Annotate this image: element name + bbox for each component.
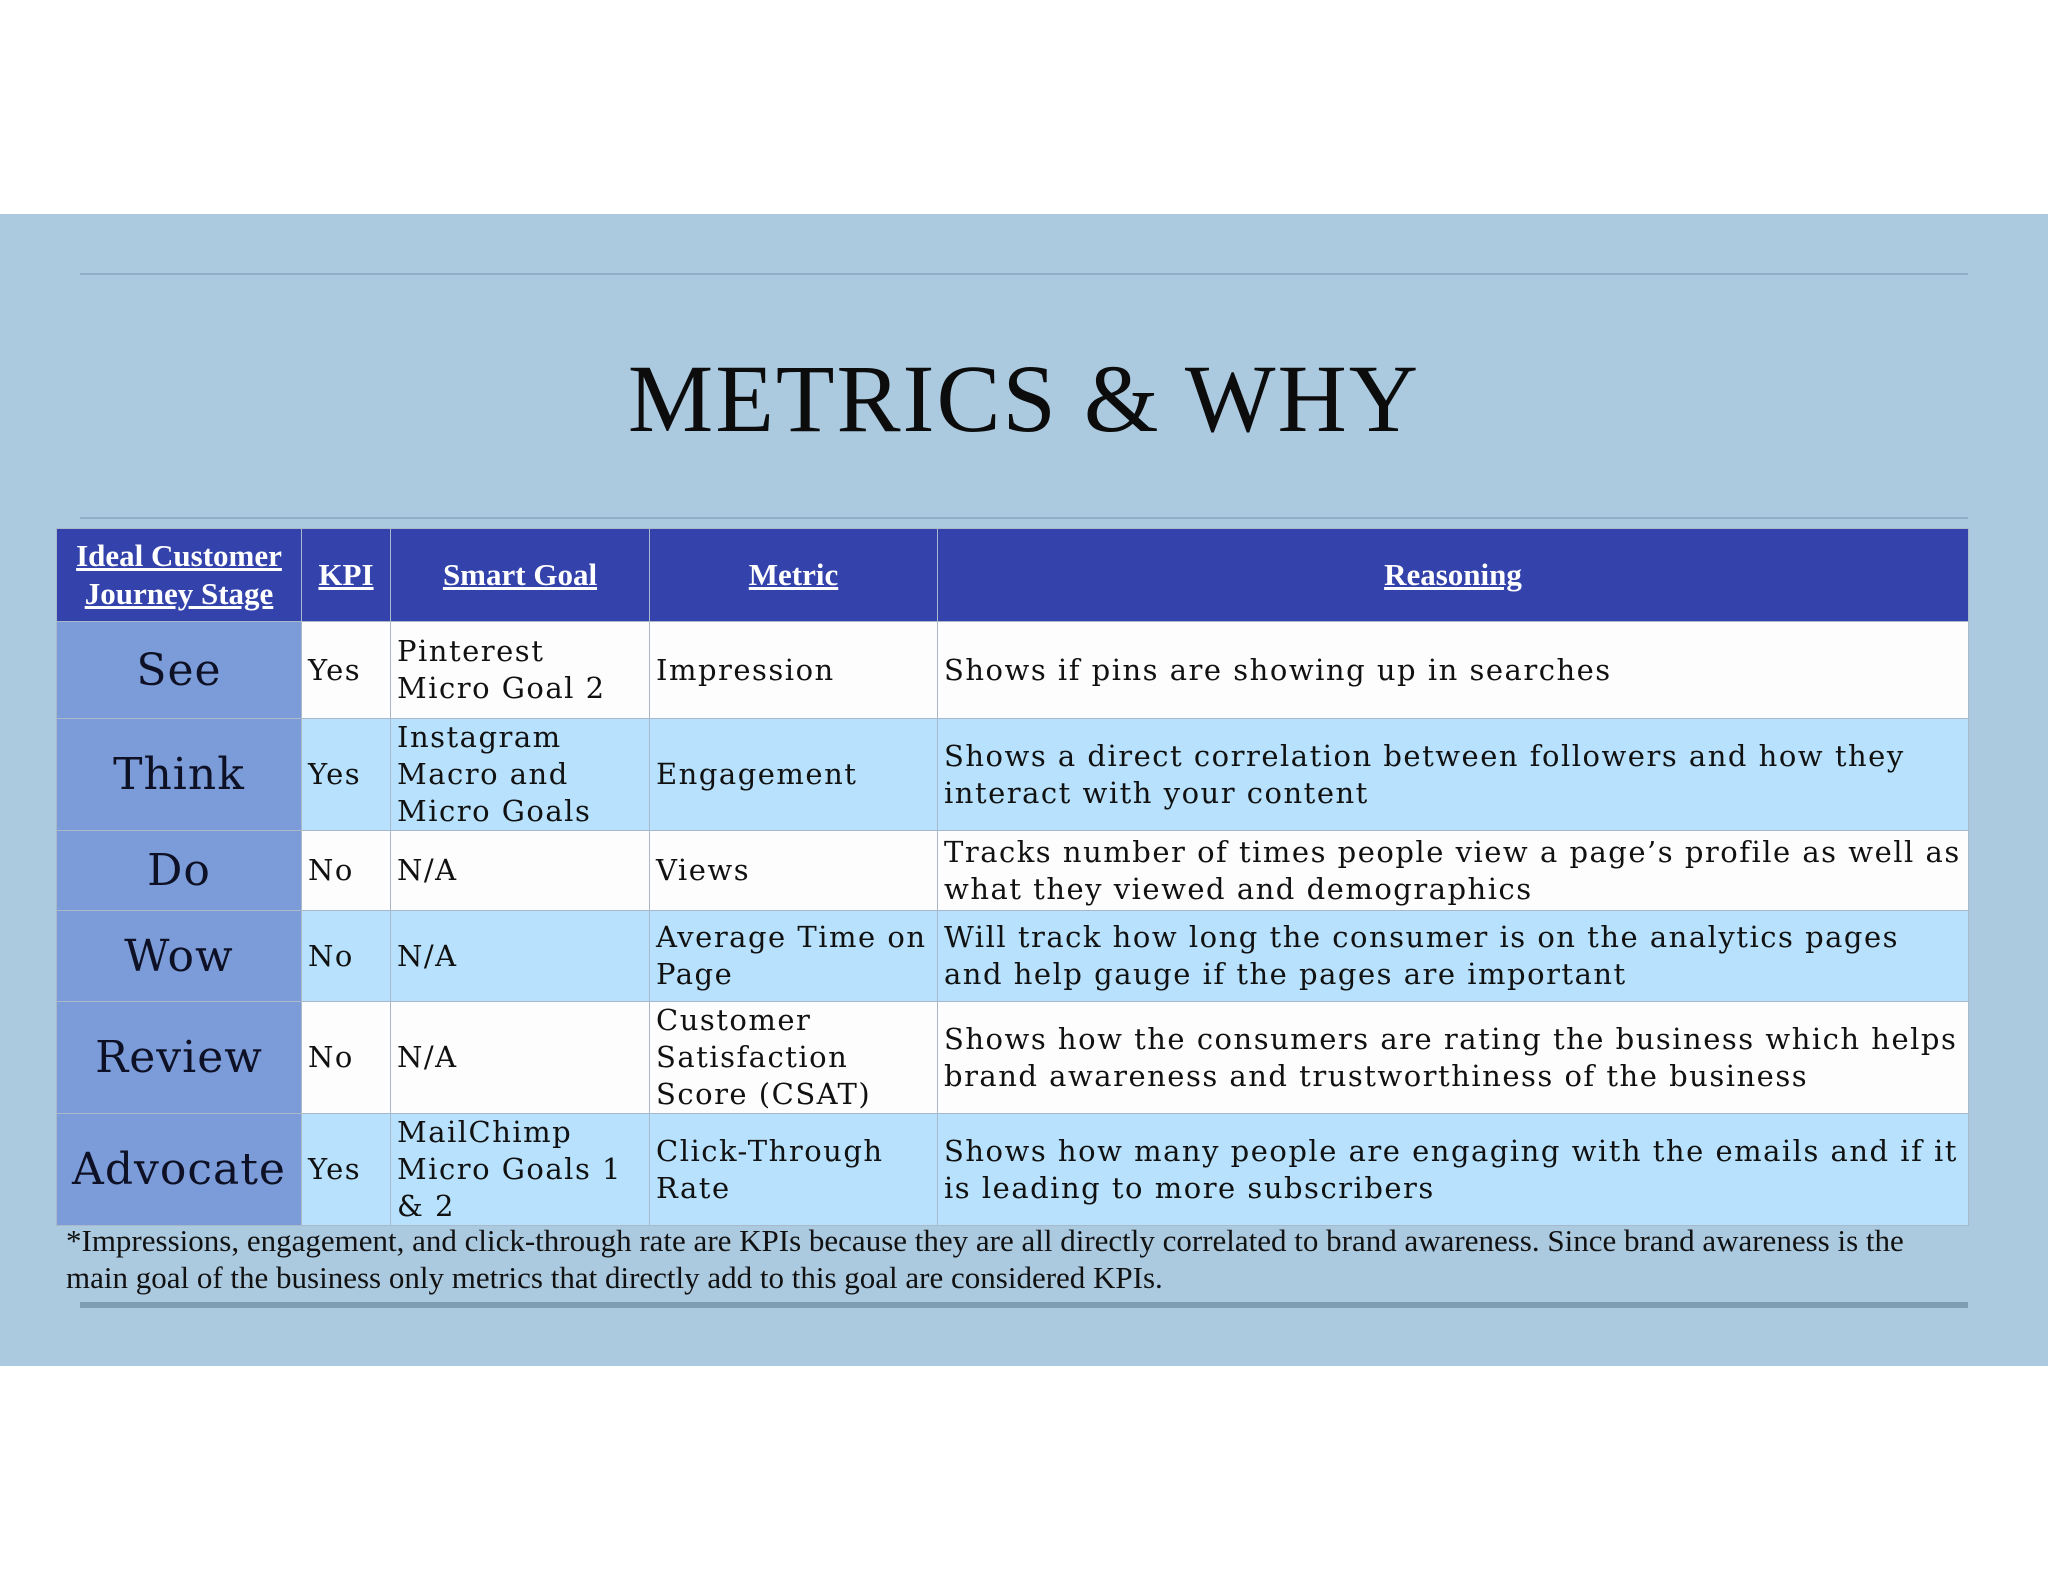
- metric-cell: Engagement: [650, 719, 938, 831]
- reasoning-cell: Shows a direct correlation between followers and how they interact with your content: [938, 719, 1969, 831]
- header-kpi: KPI: [302, 529, 391, 622]
- stage-cell: Think: [57, 719, 302, 831]
- metric-cell: Views: [650, 831, 938, 911]
- bottom-divider: [80, 1302, 1968, 1308]
- reasoning-cell: Tracks number of times people view a page’s profile as well as what they viewed and demographics: [938, 831, 1969, 911]
- reasoning-cell: Shows how many people are engaging with the emails and if it is leading to more subscribers: [938, 1114, 1969, 1226]
- metric-cell: Customer Satisfaction Score (CSAT): [650, 1002, 938, 1114]
- metric-cell: Impression: [650, 622, 938, 719]
- stage-cell: See: [57, 622, 302, 719]
- stage-cell: Wow: [57, 911, 302, 1002]
- table-row: [57, 911, 1969, 1002]
- reasoning-cell: Will track how long the consumer is on the analytics pages and help gauge if the pages are important: [938, 911, 1969, 1002]
- footnote: *Impressions, engagement, and click-through rate are KPIs because they are all directly correlated to brand awareness. Since brand awareness is the main goal of the business only metrics that directly add to this goal are considered KPIs.: [66, 1223, 1904, 1295]
- reasoning-cell: Shows if pins are showing up in searches: [938, 622, 1969, 719]
- header-smart-goal: Smart Goal: [391, 529, 650, 622]
- smart-goal-cell: N/A: [391, 911, 650, 1002]
- smart-goal-cell: MailChimp Micro Goals 1 & 2: [391, 1114, 650, 1226]
- kpi-cell: Yes: [302, 719, 391, 831]
- kpi-cell: No: [302, 911, 391, 1002]
- table-row: [57, 831, 1969, 911]
- top-divider: [80, 273, 1968, 275]
- kpi-cell: No: [302, 1002, 391, 1114]
- header-stage: Ideal Customer Journey Stage: [57, 529, 302, 622]
- title-divider: [80, 517, 1968, 519]
- reasoning-cell: Shows how the consumers are rating the business which helps brand awareness and trustworthiness of the business: [938, 1002, 1969, 1114]
- metric-cell: Click-Through Rate: [650, 1114, 938, 1226]
- metrics-table: [56, 528, 1969, 1226]
- header-reasoning: Reasoning: [938, 529, 1969, 622]
- table-row: [57, 719, 1969, 831]
- stage-cell: Advocate: [57, 1114, 302, 1226]
- table-row: [57, 1114, 1969, 1226]
- slide-background: [0, 214, 2048, 1366]
- slide-title: METRICS & WHY: [627, 345, 1421, 452]
- smart-goal-cell: N/A: [391, 831, 650, 911]
- kpi-cell: Yes: [302, 622, 391, 719]
- header-metric: Metric: [650, 529, 938, 622]
- kpi-cell: Yes: [302, 1114, 391, 1226]
- kpi-cell: No: [302, 831, 391, 911]
- table-header-row: [57, 529, 1969, 622]
- table-row: [57, 1002, 1969, 1114]
- smart-goal-cell: Pinterest Micro Goal 2: [391, 622, 650, 719]
- metric-cell: Average Time on Page: [650, 911, 938, 1002]
- smart-goal-cell: Instagram Macro and Micro Goals: [391, 719, 650, 831]
- table-row: [57, 622, 1969, 719]
- stage-cell: Do: [57, 831, 302, 911]
- smart-goal-cell: N/A: [391, 1002, 650, 1114]
- stage-cell: Review: [57, 1002, 302, 1114]
